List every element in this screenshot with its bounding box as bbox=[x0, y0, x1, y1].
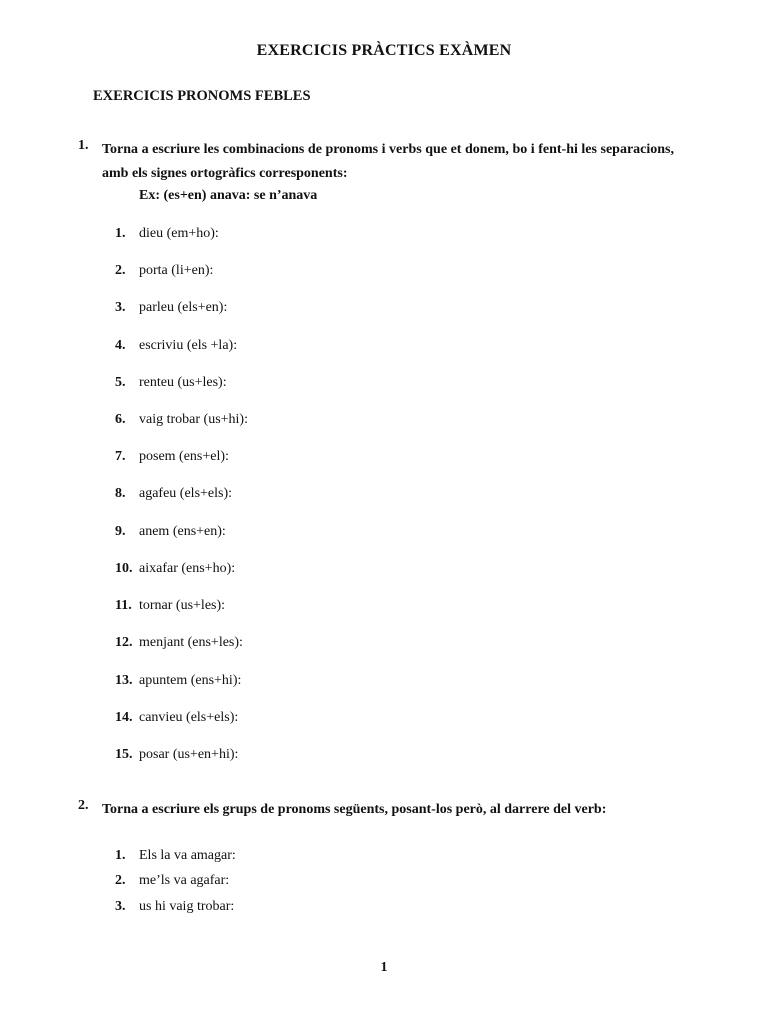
item-number: 9. bbox=[115, 524, 126, 539]
item-text: dieu (em+ho): bbox=[139, 226, 219, 241]
list-item bbox=[115, 635, 243, 651]
list-item bbox=[115, 226, 219, 242]
list-item bbox=[115, 710, 238, 726]
list-item bbox=[115, 747, 238, 763]
exercise-2-number: 2. bbox=[78, 798, 89, 813]
item-text: porta (li+en): bbox=[139, 263, 214, 278]
item-text: aixafar (ens+ho): bbox=[139, 561, 236, 576]
item-number: 13. bbox=[115, 673, 133, 688]
list-item bbox=[115, 338, 237, 354]
list-item bbox=[115, 449, 229, 465]
item-text: anem (ens+en): bbox=[139, 524, 226, 539]
exercise-1-example: Ex: (es+en) anava: se n’anava bbox=[139, 188, 318, 203]
exercise-1-number: 1. bbox=[78, 138, 89, 153]
item-text: canvieu (els+els): bbox=[139, 710, 239, 725]
list-item bbox=[115, 598, 225, 614]
item-number: 2. bbox=[115, 873, 126, 888]
item-text: posem (ens+el): bbox=[139, 449, 229, 464]
item-number: 11. bbox=[115, 598, 132, 613]
item-number: 2. bbox=[115, 263, 126, 278]
page-number: 1 bbox=[380, 960, 388, 975]
item-text: renteu (us+les): bbox=[139, 375, 227, 390]
list-item bbox=[115, 848, 236, 864]
item-text: apuntem (ens+hi): bbox=[139, 673, 242, 688]
item-text: agafeu (els+els): bbox=[139, 486, 233, 501]
section-subtitle: EXERCICIS PRONOMS FEBLES bbox=[93, 88, 311, 104]
item-number: 8. bbox=[115, 486, 126, 501]
list-item bbox=[115, 375, 227, 391]
list-item bbox=[115, 412, 248, 428]
list-item bbox=[115, 300, 227, 316]
item-number: 7. bbox=[115, 449, 126, 464]
item-number: 3. bbox=[115, 899, 126, 914]
item-number: 15. bbox=[115, 747, 133, 762]
item-text: posar (us+en+hi): bbox=[139, 747, 239, 762]
list-item bbox=[115, 561, 235, 577]
item-number: 1. bbox=[115, 226, 126, 241]
list-item bbox=[115, 673, 241, 689]
document-title: EXERCICIS PRÀCTICS EXÀMEN bbox=[256, 42, 512, 59]
list-item bbox=[115, 263, 213, 279]
item-text: menjant (ens+les): bbox=[139, 635, 243, 650]
item-text: me’ls va agafar: bbox=[139, 873, 230, 888]
exercise-1-instruction: Torna a escriure les combinacions de pronoms i verbs que et donem, bo i fent-hi les separacions, amb els signes ortogràfics corresponents: bbox=[102, 142, 674, 181]
item-number: 3. bbox=[115, 300, 126, 315]
item-number: 14. bbox=[115, 710, 133, 725]
item-text: escriviu (els +la): bbox=[139, 338, 238, 353]
item-text: vaig trobar (us+hi): bbox=[139, 412, 248, 427]
item-text: us hi vaig trobar: bbox=[139, 899, 235, 914]
item-number: 10. bbox=[115, 561, 133, 576]
list-item bbox=[115, 873, 229, 889]
item-text: tornar (us+les): bbox=[139, 598, 226, 613]
item-number: 1. bbox=[115, 848, 126, 863]
item-number: 12. bbox=[115, 635, 133, 650]
item-number: 4. bbox=[115, 338, 126, 353]
item-number: 6. bbox=[115, 412, 126, 427]
list-item bbox=[115, 486, 232, 502]
list-item bbox=[115, 524, 226, 540]
item-text: Els la va amagar: bbox=[139, 848, 236, 863]
item-number: 5. bbox=[115, 375, 126, 390]
exercise-2-instruction: Torna a escriure els grups de pronoms següents, posant-los però, al darrere del verb: bbox=[102, 802, 607, 817]
item-text: parleu (els+en): bbox=[139, 300, 228, 315]
list-item bbox=[115, 899, 234, 915]
